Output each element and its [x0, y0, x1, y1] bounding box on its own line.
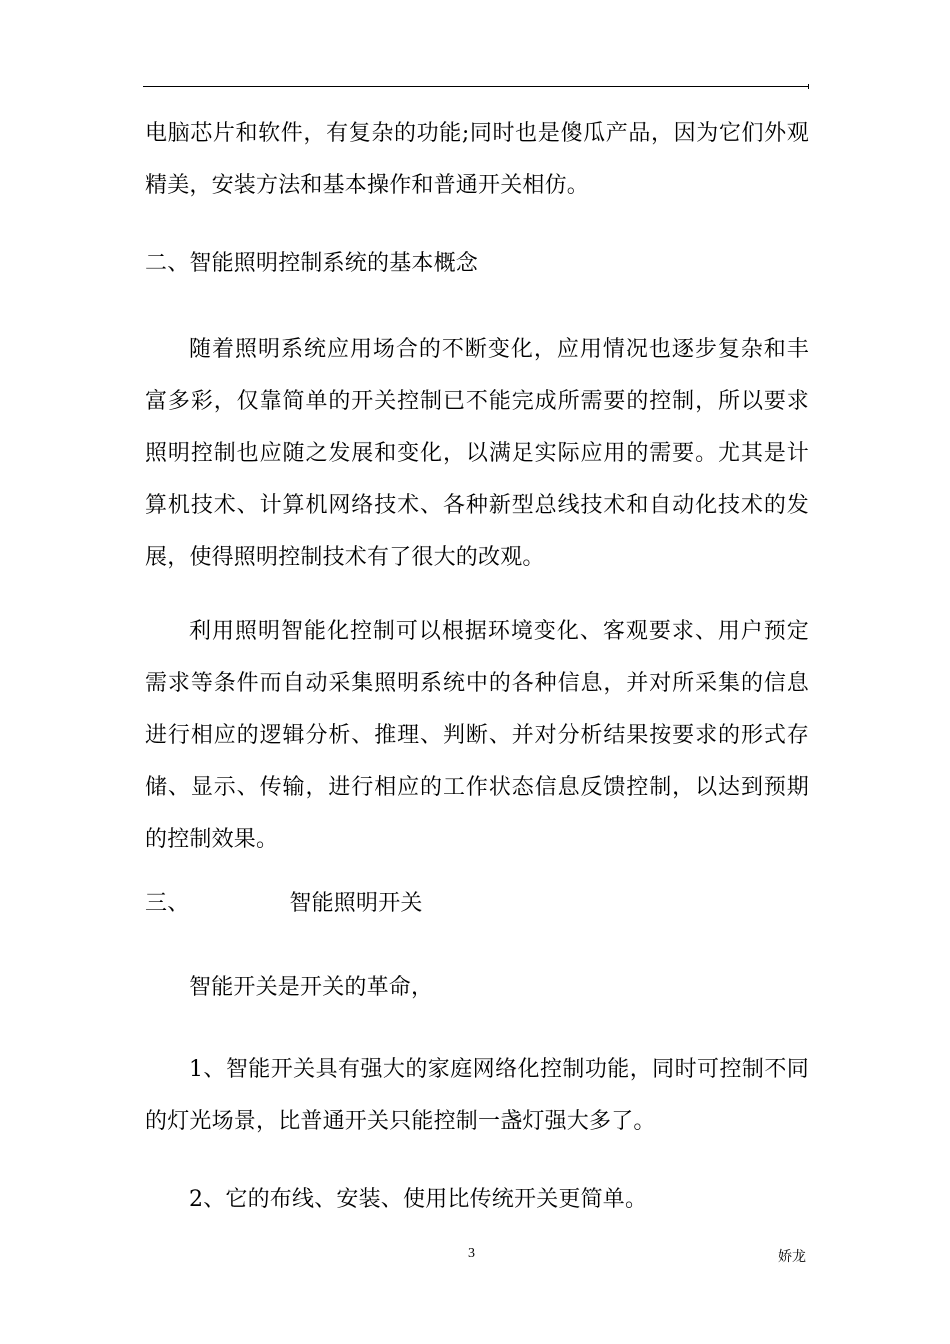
paragraph-switch-revolution: 智能开关是开关的革命， — [189, 975, 434, 1000]
page-number: 3 — [468, 1246, 475, 1261]
paragraph-point-2: 2、它的布线、安装、使用比传统开关更简单。 — [189, 1187, 648, 1212]
paragraph-point-1: 1、智能开关具有强大的家庭网络化控制功能，同时可控制不同的灯光场景，比普通开关只能控制一盏灯强大多了。 — [145, 1057, 809, 1134]
section-heading-3 — [145, 878, 809, 930]
header-rule-end-mark — [808, 84, 809, 89]
footer-author: 娇龙 — [778, 1249, 806, 1265]
section-heading-2: 二、智能照明控制系统的基本概念 — [145, 251, 479, 276]
paragraph-continued: 电脑芯片和软件，有复杂的功能;同时也是傻瓜产品，因为它们外观精美，安装方法和基本操作和普通开关相仿。 — [145, 121, 809, 198]
paragraph-lighting-evolution: 随着照明系统应用场合的不断变化，应用情况也逐步复杂和丰富多彩，仅靠简单的开关控制已不能完成所需要的控制，所以要求照明控制也应随之发展和变化，以满足实际应用的需要。尤其是计算机技术、计算机网络技术、各种新型总线技术和自动化技术的发展，使得照明控制技术有了很大的改观。 — [145, 337, 809, 570]
paragraph-intelligent-control: 利用照明智能化控制可以根据环境变化、客观要求、用户预定需求等条件而自动采集照明系统中的各种信息，并对所采集的信息进行相应的逻辑分析、推理、判断、并对分析结果按要求的形式存储、显示、传输，进行相应的工作状态信息反馈控制，以达到预期的控制效果。 — [145, 619, 809, 852]
header-rule — [143, 86, 809, 87]
section-heading-3-title: 智能照明开关 — [289, 891, 423, 916]
section-heading-3-number: 三、 — [145, 891, 190, 916]
